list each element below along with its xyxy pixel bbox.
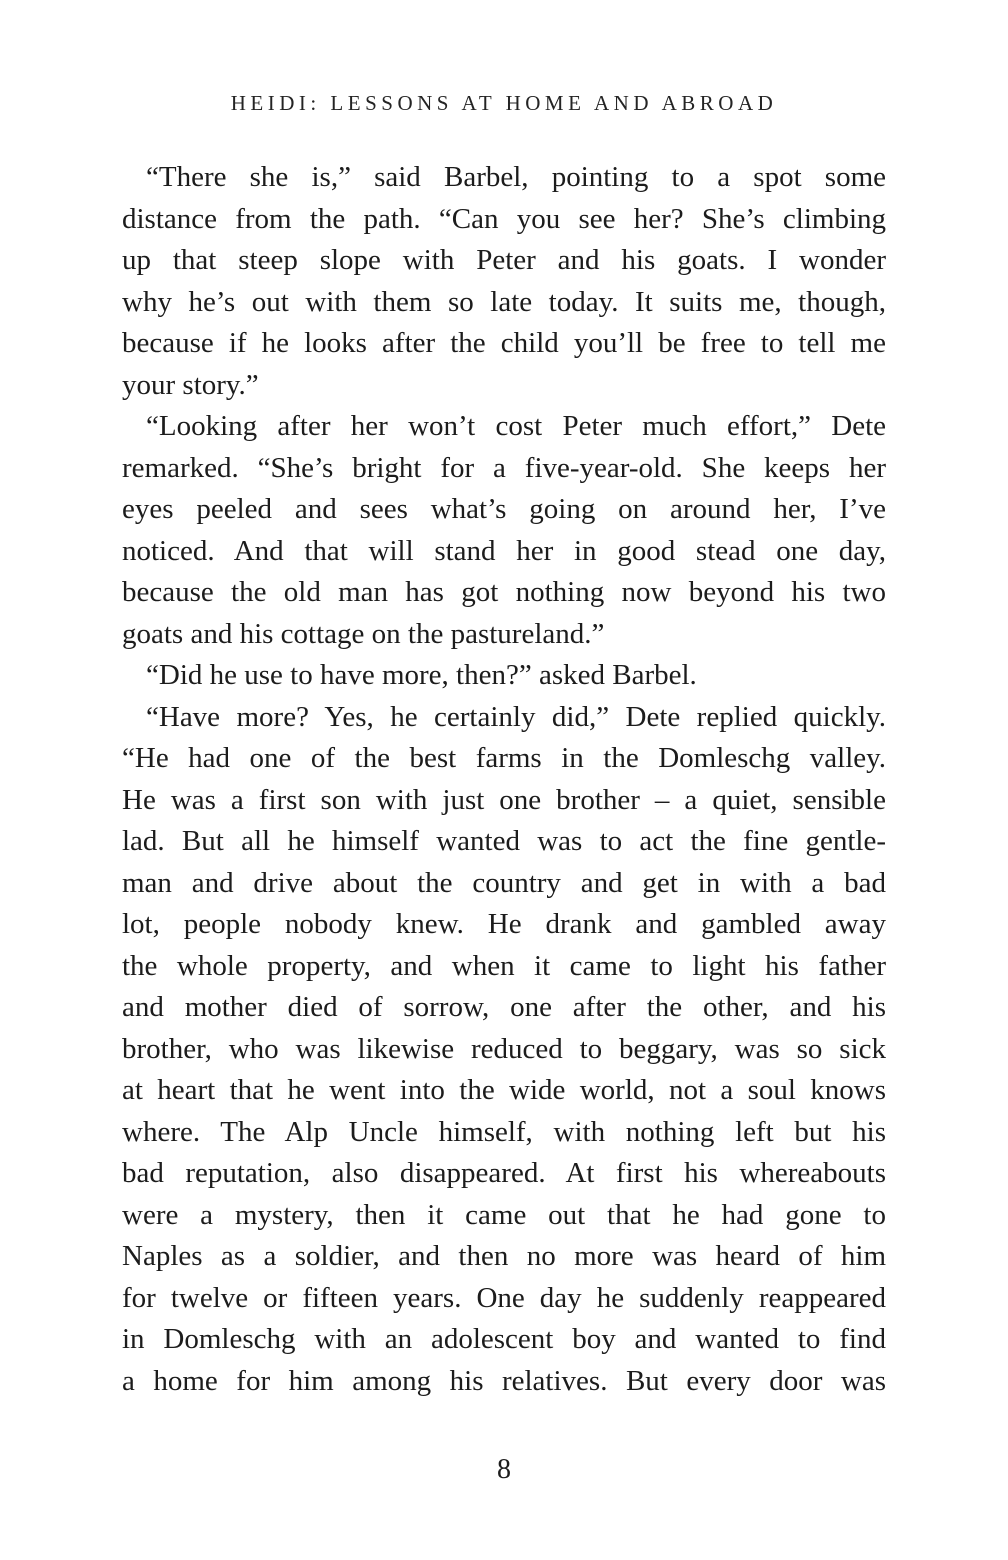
text-line: “There she is,” said Barbel, pointing to a spot some	[146, 161, 886, 193]
text-line: remarked. “She’s bright for a five-year-old. She keeps her	[122, 451, 886, 484]
text-line: were a mystery, then it came out that he had gone to	[122, 1198, 886, 1231]
running-header: HEIDI: LESSONS AT HOME AND ABROAD	[230, 91, 778, 115]
page-number: 8	[497, 1454, 511, 1485]
paragraph	[122, 406, 886, 655]
text-line: for twelve or fifteen years. One day he suddenly reappeared	[122, 1281, 886, 1314]
paragraph	[122, 157, 886, 406]
text-line: noticed. And that will stand her in good stead one day,	[122, 534, 886, 567]
text-line: a home for him among his relatives. But every door was	[122, 1364, 886, 1397]
text-line: man and drive about the country and get in with a bad	[122, 866, 886, 899]
text-line: bad reputation, also disappeared. At first his whereabouts	[122, 1157, 886, 1189]
paragraph	[122, 655, 886, 697]
text-line: goats and his cottage on the pastureland.”	[122, 617, 605, 650]
text-line: “Have more? Yes, he certainly did,” Dete replied quickly.	[146, 700, 886, 733]
text-line: up that steep slope with Peter and his goats. I wonder	[122, 244, 886, 276]
text-line: lad. But all he himself wanted was to act the fine gentle-	[122, 825, 886, 857]
text-line: because the old man has got nothing now beyond his two	[122, 576, 886, 608]
text-line: and mother died of sorrow, one after the other, and his	[122, 991, 886, 1023]
text-line: why he’s out with them so late today. It suits me, though,	[122, 285, 886, 318]
text-line: at heart that he went into the wide world, not a soul knows	[122, 1074, 886, 1106]
text-line: where. The Alp Uncle himself, with nothing left but his	[122, 1115, 886, 1148]
text-line: brother, who was likewise reduced to beggary, was so sick	[122, 1032, 886, 1065]
paragraph	[122, 697, 886, 1403]
text-line: eyes peeled and sees what’s going on around her, I’ve	[122, 493, 886, 525]
text-line: “He had one of the best farms in the Domleschg valley.	[122, 742, 886, 774]
text-line: lot, people nobody knew. He drank and gambled away	[122, 908, 886, 940]
text-line: Naples as a soldier, and then no more was heard of him	[122, 1240, 886, 1272]
body-text	[122, 157, 886, 1402]
text-line: He was a first son with just one brother – a quiet, sensible	[122, 783, 886, 816]
text-line: “Did he use to have more, then?” asked Barbel.	[146, 659, 697, 691]
text-line: the whole property, and when it came to light his father	[122, 949, 886, 982]
text-line: in Domleschg with an adolescent boy and wanted to find	[122, 1323, 886, 1355]
text-line: distance from the path. “Can you see her? She’s climbing	[122, 202, 886, 235]
text-line: “Looking after her won’t cost Peter much effort,” Dete	[146, 410, 886, 442]
text-line: because if he looks after the child you’ll be free to tell me	[122, 327, 886, 359]
text-line: your story.”	[122, 368, 259, 401]
